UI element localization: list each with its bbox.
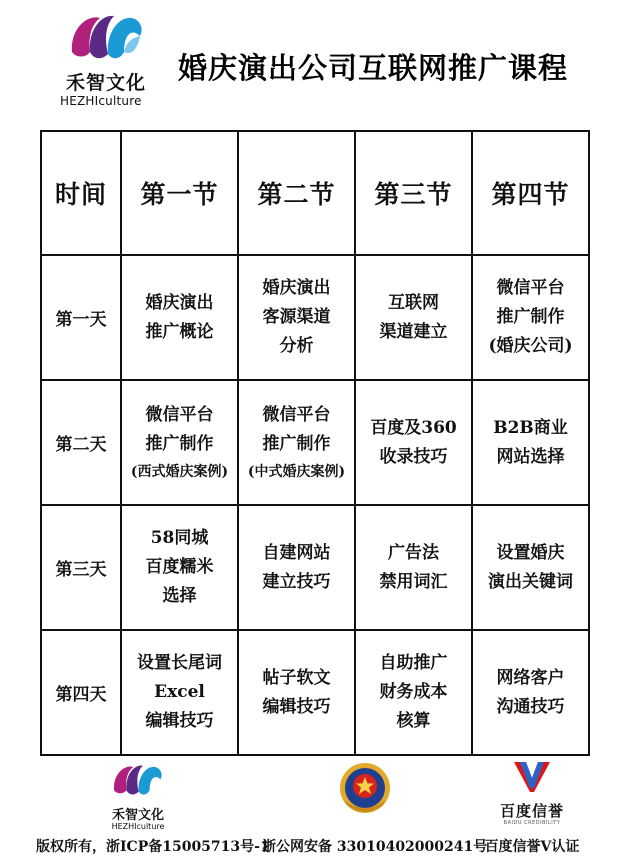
- lesson-text-line: 自建网站: [262, 542, 331, 563]
- police-record-text: 浙公网安备 33010402000241号: [262, 839, 488, 855]
- lesson-text-line: 微信平台: [496, 278, 565, 298]
- lesson-text-line: 编辑技巧: [145, 711, 214, 731]
- lesson-cell: [472, 505, 589, 630]
- footer-copyright-block: [36, 756, 270, 862]
- lesson-text-line: 58同城: [150, 528, 209, 548]
- lesson-text-line: 微信平台: [145, 404, 214, 425]
- baidu-logo-text: 百度信誉: [499, 802, 564, 820]
- hezhi-logo-icon: [66, 8, 148, 66]
- lesson-cell: [238, 255, 355, 380]
- lesson-cell: [472, 380, 589, 505]
- footer-brand-name-cn: 禾智文化: [111, 808, 164, 823]
- table-row: [41, 255, 589, 380]
- lesson-text-line: B2B商业: [493, 417, 568, 438]
- lesson-cell: [472, 630, 589, 755]
- column-header: 第四节: [472, 131, 589, 255]
- footer-baidu-block: [472, 756, 592, 862]
- lesson-text-line: 建立技巧: [262, 571, 331, 592]
- lesson-text-line: (中式婚庆案例): [247, 463, 346, 480]
- baidu-logo-en: BAIDU CREDIBILITY: [503, 820, 561, 826]
- page-title: 婚庆演出公司互联网推广课程: [178, 51, 569, 85]
- day-label: 第四天: [41, 630, 121, 755]
- lesson-text-line: Excel: [154, 682, 205, 702]
- brand-logo: [48, 8, 166, 112]
- day-label: 第一天: [41, 255, 121, 380]
- lesson-text-line: 百度糯米: [145, 557, 214, 577]
- lesson-text-line: 设置婚庆: [496, 542, 565, 563]
- lesson-text-line: 婚庆演出: [262, 278, 331, 298]
- copyright-text: 版权所有，浙ICP备15005713号-1: [36, 839, 270, 855]
- lesson-text-line: 微信平台: [262, 404, 331, 425]
- lesson-cell: [472, 255, 589, 380]
- lesson-text-line: 互联网: [388, 292, 439, 313]
- lesson-text-line: 网络客户: [496, 667, 565, 688]
- lesson-text-line: 推广制作: [262, 433, 331, 454]
- lesson-text-line: 推广概论: [145, 321, 214, 342]
- brand-name-en: HEZHIculture: [60, 94, 142, 108]
- lesson-text-line: 自助推广: [379, 653, 448, 673]
- lesson-text-line: 演出关键词: [488, 571, 573, 592]
- lesson-cell: [121, 505, 238, 630]
- lesson-text-line: 网站选择: [496, 446, 565, 467]
- hezhi-logo-icon: [110, 760, 166, 800]
- footer: [0, 756, 620, 862]
- police-emblem-icon: [336, 760, 394, 816]
- column-header: 第二节: [238, 131, 355, 255]
- lesson-text-line: 帖子软文: [262, 667, 331, 688]
- lesson-cell: [121, 255, 238, 380]
- lesson-cell: [355, 505, 472, 630]
- table-row: [41, 380, 589, 505]
- lesson-text-line: (西式婚庆案例): [130, 463, 229, 480]
- lesson-text-line: 百度及360: [370, 417, 457, 438]
- footer-brand-name-en: HEZHIculture: [111, 822, 165, 831]
- lesson-text-line: 推广制作: [145, 433, 214, 454]
- column-header: 时间: [41, 131, 121, 255]
- lesson-cell: [121, 630, 238, 755]
- footer-police-block: [262, 756, 488, 862]
- brand-name-cn: 禾智文化: [66, 72, 147, 94]
- lesson-text-line: 推广制作: [496, 307, 565, 327]
- baidu-credibility-v-icon: [512, 760, 552, 794]
- baidu-certification-text: 百度信誉V认证: [484, 839, 580, 855]
- lesson-text-line: 广告法: [388, 542, 439, 563]
- lesson-text-line: 选择: [162, 586, 197, 606]
- lesson-text-line: 婚庆演出: [145, 292, 214, 313]
- lesson-text-line: 禁用词汇: [379, 571, 448, 592]
- column-header: 第一节: [121, 131, 238, 255]
- lesson-text-line: (婚庆公司): [488, 336, 573, 356]
- table-row: [41, 505, 589, 630]
- lesson-cell: [238, 630, 355, 755]
- lesson-cell: [355, 255, 472, 380]
- lesson-text-line: 分析: [279, 336, 314, 356]
- lesson-cell: [238, 505, 355, 630]
- lesson-text-line: 编辑技巧: [262, 696, 331, 717]
- lesson-cell: [238, 380, 355, 505]
- day-label: 第三天: [41, 505, 121, 630]
- lesson-text-line: 沟通技巧: [496, 696, 565, 717]
- lesson-text-line: 客源渠道: [262, 307, 331, 327]
- day-label: 第二天: [41, 380, 121, 505]
- lesson-cell: [121, 380, 238, 505]
- table-header-row: [41, 131, 589, 255]
- lesson-cell: [355, 630, 472, 755]
- lesson-text-line: 财务成本: [379, 682, 448, 702]
- column-header: 第三节: [355, 131, 472, 255]
- course-schedule-table: [40, 130, 590, 756]
- lesson-text-line: 收录技巧: [379, 446, 448, 467]
- lesson-text-line: 渠道建立: [379, 321, 448, 342]
- lesson-text-line: 设置长尾词: [137, 653, 222, 673]
- lesson-text-line: 核算: [396, 711, 431, 731]
- lesson-cell: [355, 380, 472, 505]
- table-row: [41, 630, 589, 755]
